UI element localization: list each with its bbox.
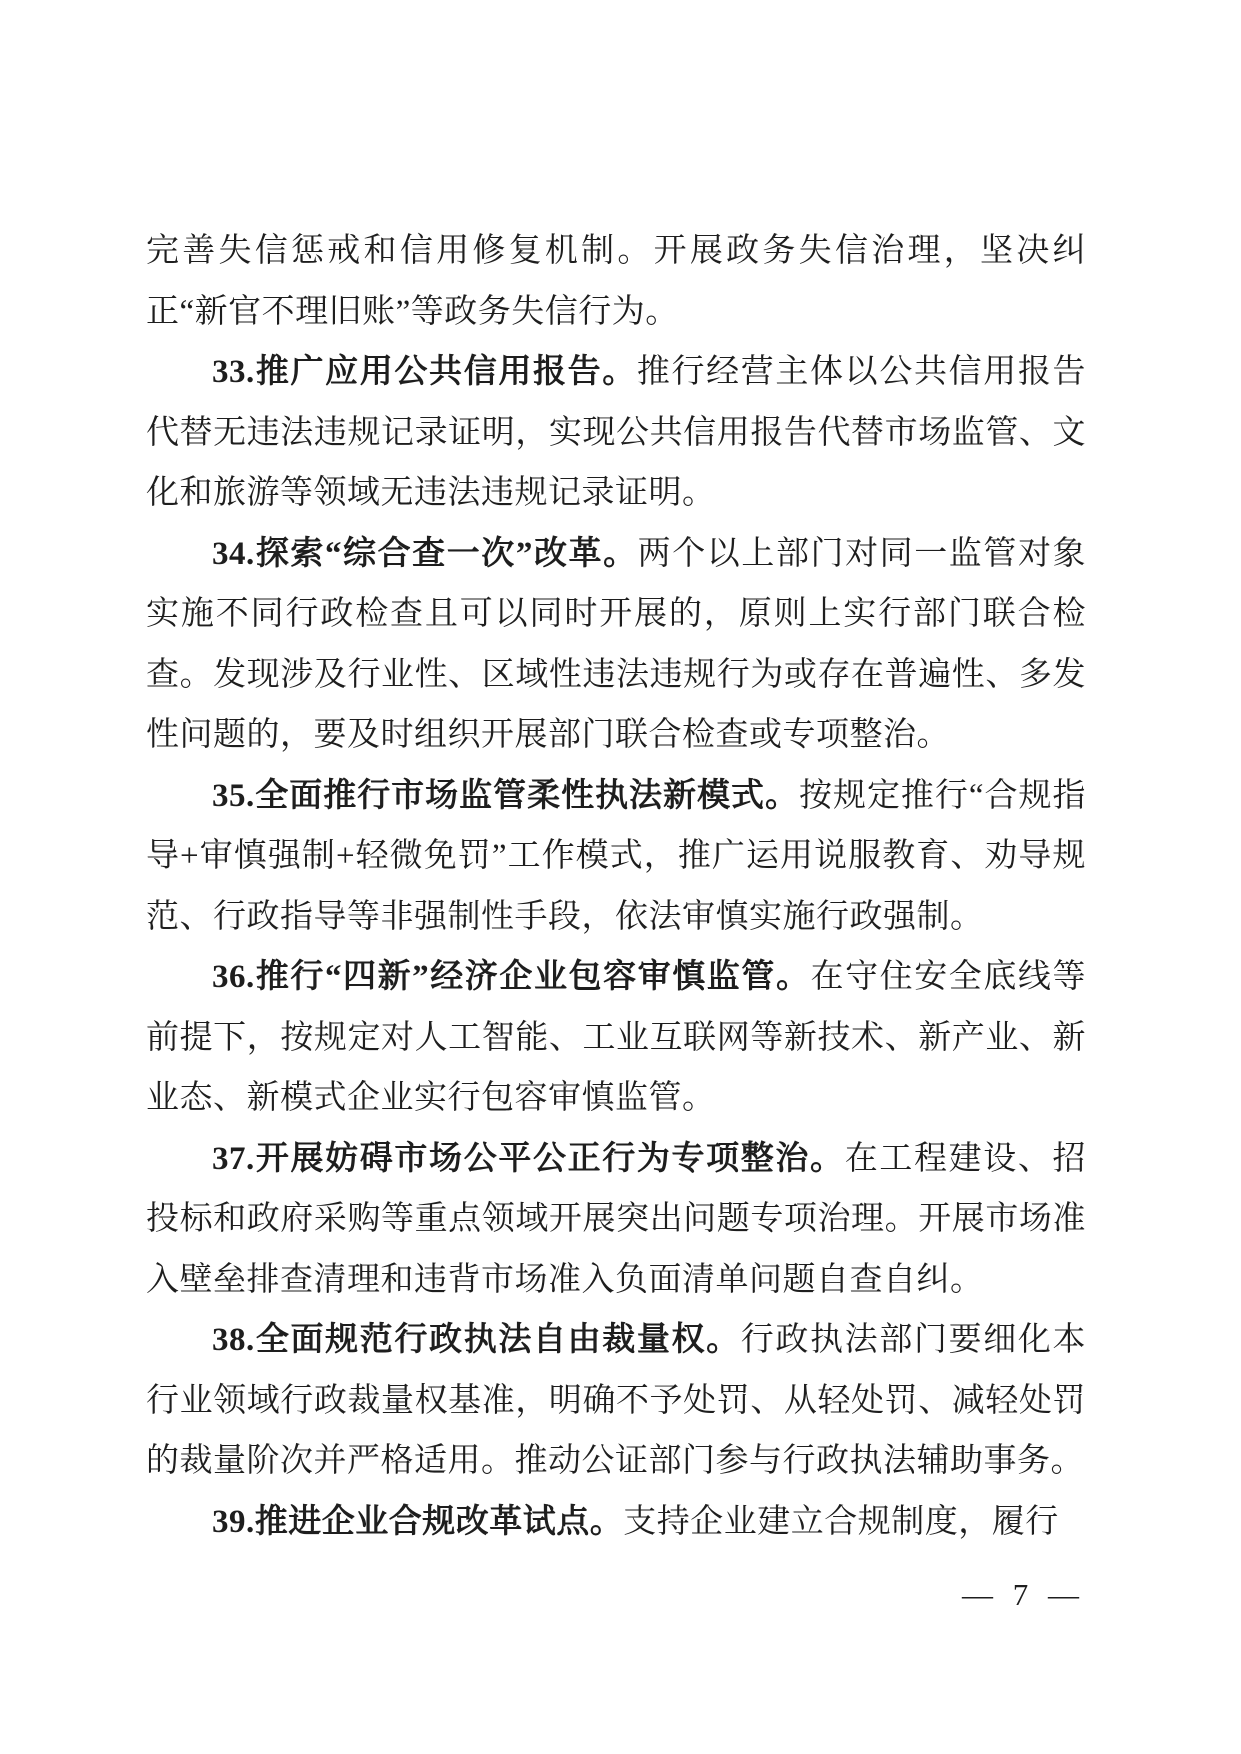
list-item: [146, 524, 1086, 766]
item-number: 37.: [212, 1140, 255, 1177]
item-number: 39.: [212, 1503, 255, 1540]
list-item: [146, 947, 1086, 1129]
item-title: 探索“综合查一次”改革。: [254, 535, 638, 572]
item-body: 推行经营主体以公共信用报告代替无违法违规记录证明，实现公共信用报告代替市场监管、文化和旅游等领域无违法违规记录证明。: [146, 354, 1087, 511]
document-body: [146, 221, 1086, 1552]
item-body: 支持企业建立合规制度，履行: [623, 1503, 1059, 1540]
item-title: 全面规范行政执法自由裁量权。: [254, 1322, 741, 1358]
item-body: 按规定推行“合规指导+审慎强制+轻微免罚”工作模式，推广运用说服教育、劝导规范、行政指导等非强制性手段，依法审慎实施行政强制。: [146, 777, 1087, 935]
item-number: 36.: [212, 959, 255, 995]
continuation-text: 完善失信惩戒和信用修复机制。开展政务失信治理，坚决纠正“新官不理旧账”等政务失信行为。: [146, 233, 1086, 330]
item-title: 开展妨碍市场公平公正行为专项整治。: [254, 1140, 845, 1177]
list-item: [146, 1129, 1086, 1311]
item-body: 两个以上部门对同一监管对象实施不同行政检查且可以同时开展的，原则上实行部门联合检查。发现涉及行业性、区域性违法违规行为或存在普遍性、多发性问题的，要及时组织开展部门联合检查或专项整治。: [146, 535, 1087, 753]
list-item: [146, 766, 1086, 948]
item-number: 38.: [212, 1322, 255, 1358]
page-number: — 7 —: [962, 1577, 1085, 1612]
item-body: 在守住安全底线等前提下，按规定对人工智能、工业互联网等新技术、新产业、新业态、新模式企业实行包容审慎监管。: [146, 959, 1087, 1116]
item-body: 行政执法部门要细化本行业领域行政裁量权基准，明确不予处罚、从轻处罚、减轻处罚的裁量阶次并严格适用。推动公证部门参与行政执法辅助事务。: [146, 1322, 1087, 1479]
item-number: 33.: [212, 354, 255, 390]
list-item: [146, 342, 1086, 524]
continuation-paragraph: [146, 221, 1086, 342]
list-item: [146, 1492, 1086, 1553]
item-title: 全面推行市场监管柔性执法新模式。: [254, 777, 799, 814]
item-number: 34.: [212, 535, 255, 572]
item-title: 推行“四新”经济企业包容审慎监管。: [254, 959, 811, 995]
list-item: [146, 1310, 1086, 1492]
item-number: 35.: [212, 777, 255, 814]
item-title: 推广应用公共信用报告。: [254, 354, 637, 390]
item-title: 推进企业合规改革试点。: [254, 1503, 624, 1540]
item-body: 在工程建设、招投标和政府采购等重点领域开展突出问题专项治理。开展市场准入壁垒排查清理和违背市场准入负面清单问题自查自纠。: [146, 1140, 1087, 1298]
